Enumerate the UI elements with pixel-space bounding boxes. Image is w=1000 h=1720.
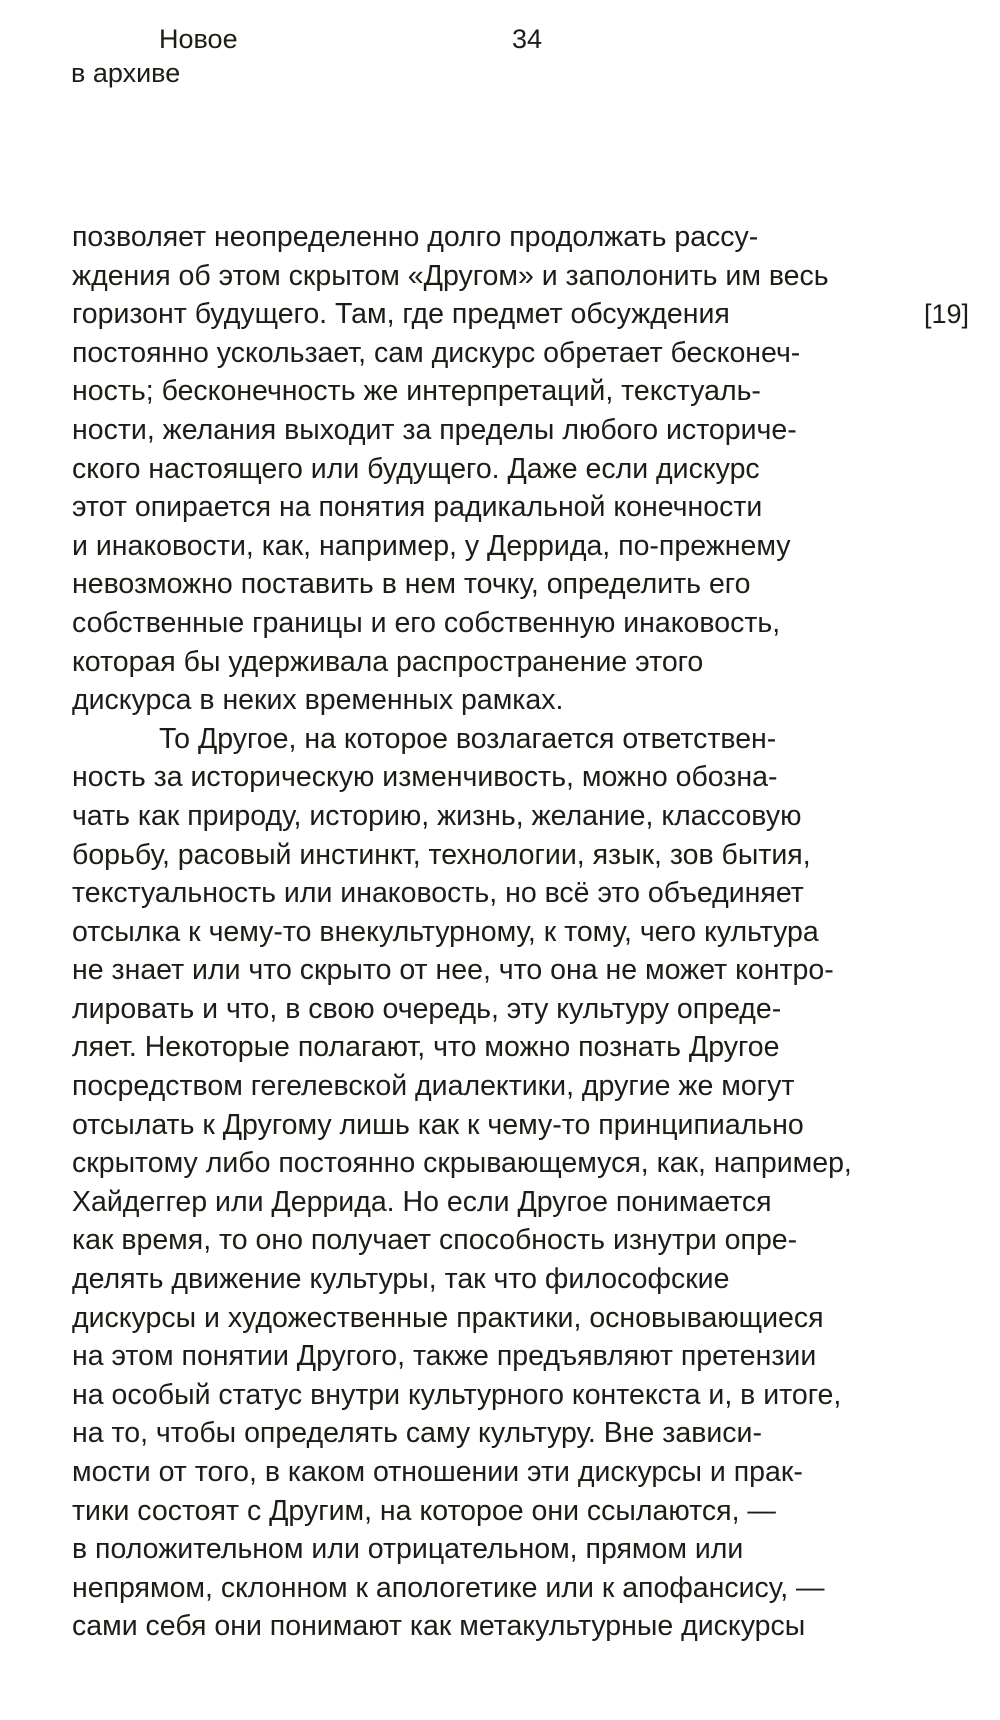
text-line: на этом понятии Другого, также предъявляют претензии bbox=[72, 1340, 817, 1373]
text-line: борьбу, расовый инстинкт, технологии, язык, зов бытия, bbox=[72, 838, 811, 871]
text-line: ляет. Некоторые полагают, что можно познать Другое bbox=[72, 1031, 780, 1064]
text-line: невозможно поставить в нем точку, определить его bbox=[72, 568, 751, 601]
text-line: мости от того, в каком отношении эти дискурсы и прак- bbox=[72, 1456, 803, 1488]
text-line: позволяет неопределенно долго продолжать рассу- bbox=[72, 221, 759, 253]
text-line: отсылать к Другому лишь как к чему-то принципиально bbox=[72, 1108, 804, 1141]
text-line: лировать и что, в свою очередь, эту культуру опреде- bbox=[72, 992, 782, 1025]
text-line: делять движение культуры, так что философские bbox=[72, 1263, 730, 1296]
paragraph-first-line: То Другое, на которое возлагается ответствен- bbox=[159, 722, 777, 755]
text-line: ность за историческую изменчивость, можно обозна- bbox=[72, 761, 778, 794]
text-line: сами себя они понимают как метакультурные дискурсы bbox=[72, 1610, 806, 1643]
text-line: этот опирается на понятия радикальной конечности bbox=[72, 491, 763, 524]
section-title-line2: в архиве bbox=[71, 58, 181, 88]
body-text bbox=[72, 218, 902, 1646]
margin-page-marker: [19] bbox=[924, 299, 970, 329]
text-line: на то, чтобы определять саму культуру. Вне зависи- bbox=[72, 1417, 762, 1450]
section-title-line1: Новое bbox=[159, 24, 238, 54]
text-line: дискурсы и художественные практики, основывающиеся bbox=[72, 1301, 824, 1334]
text-line: постоянно ускользает, сам дискурс обретает бесконеч- bbox=[72, 336, 801, 369]
text-line: дискурса в неких временных рамках. bbox=[72, 684, 564, 717]
running-head bbox=[71, 22, 238, 90]
text-line: непрямом, склонном к апологетике или к апофансису, — bbox=[72, 1571, 825, 1604]
text-line: ского настоящего или будущего. Даже если дискурс bbox=[72, 452, 760, 485]
text-line: собственные границы и его собственную инаковость, bbox=[72, 606, 781, 639]
text-line: горизонт будущего. Там, где предмет обсуждения bbox=[72, 298, 730, 331]
page-number: 34 bbox=[512, 24, 543, 54]
text-line: в положительном или отрицательном, прямом или bbox=[72, 1533, 744, 1566]
text-line: скрытому либо постоянно скрывающемуся, как, например, bbox=[72, 1147, 852, 1180]
text-line: ности, желания выходит за пределы любого историче- bbox=[72, 413, 797, 446]
text-line: ждения об этом скрытом «Другом» и заполонить им весь bbox=[72, 259, 829, 292]
text-line: и инаковости, как, например, у Деррида, по-прежнему bbox=[72, 529, 791, 562]
text-line: посредством гегелевской диалектики, другие же могут bbox=[72, 1070, 795, 1103]
text-line: как время, то оно получает способность изнутри опре- bbox=[72, 1224, 798, 1257]
text-line: текстуальность или инаковость, но всё это объединяет bbox=[72, 877, 804, 910]
text-line: тики состоят с Другим, на которое они ссылаются, — bbox=[72, 1494, 776, 1527]
text-line: не знает или что скрыто от нее, что она не может контро- bbox=[72, 954, 834, 987]
text-line: чать как природу, историю, жизнь, желание, классовую bbox=[72, 799, 802, 832]
text-line: ность; бесконечность же интерпретаций, текстуаль- bbox=[72, 375, 761, 408]
text-line: которая бы удерживала распространение этого bbox=[72, 645, 704, 678]
text-line: отсылка к чему-то внекультурному, к тому, чего культура bbox=[72, 915, 819, 948]
text-line: на особый статус внутри культурного контекста и, в итоге, bbox=[72, 1378, 842, 1411]
text-line: Хайдеггер или Деррида. Но если Другое понимается bbox=[72, 1185, 772, 1218]
